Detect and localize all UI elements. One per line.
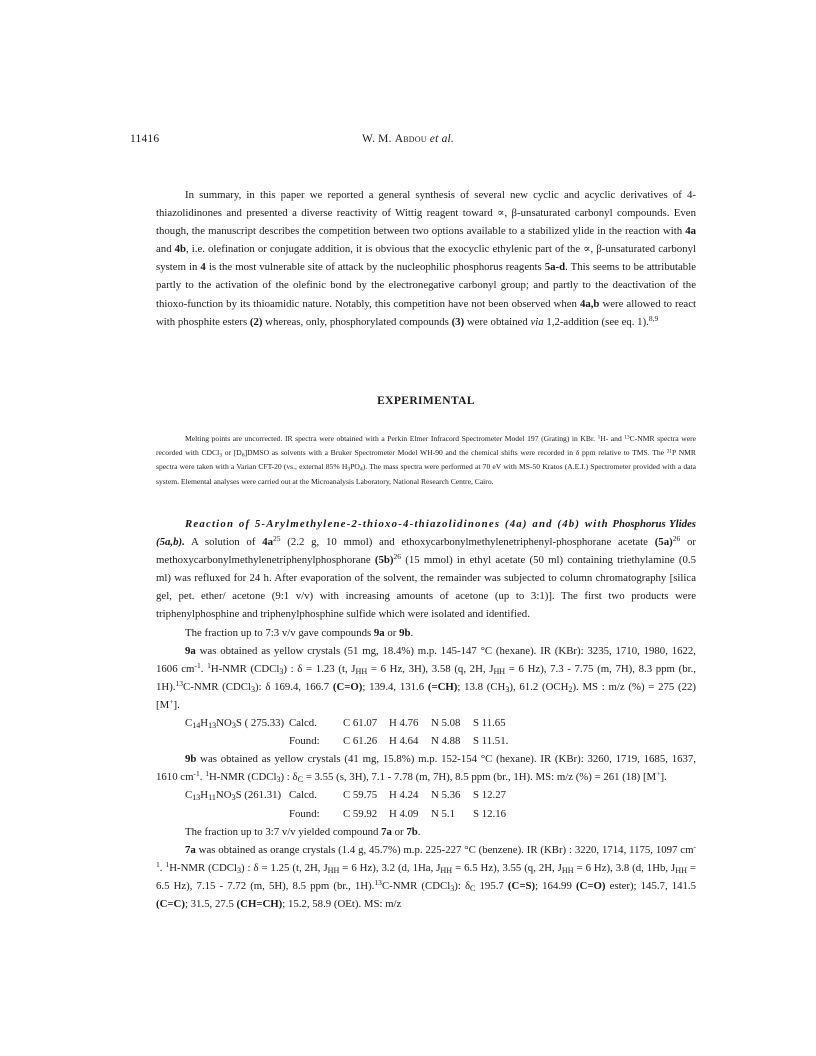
reaction-paragraph: Reaction of 5-Arylmethylene-2-thioxo-4-thiazolidinones (4a) and (4b) with Phosphorus Ylides (5a,b). A solution of $4a^{25}$ (2.2 g, 10 mmol) and ethoxycarbonylmethylenetriphenyl-phosphorane acetate $(5a)^{26}$ or methoxycarbonylmethylenetriphenylphosphorane $(5b)^{26}$ (15 mmol) in ethyl acetate (50 ml) containing triethylamine (0.5 ml) was refluxed for 24 h. After evaporation of the solvent, the remainder was subjected to column chromatography [silica gel, pet. ether/ acetone (9:1 v/v) with increasing amounts of acetone (up to 3:1)]. The first two products were triphenylphosphine and triphenylphosphine sulfide which were isolated and identified. — [156, 518, 697, 621]
page-number: 11416 — [130, 133, 160, 145]
analysis-9b-calcd: $C_{13}H_{11}NO_3S$ (261.31) Calcd. C 59.75 H 4.24 N 5.36 S 12.27 — [185, 789, 506, 803]
analysis-9a-found: Found: C 61.26 H 4.64 N 4.88 S 11.51. — [289, 735, 509, 748]
analysis-9b-found: Found: C 59.92 H 4.09 N 5.1 S 12.16 — [289, 807, 506, 820]
experimental-body — [156, 515, 696, 913]
compound-9a-paragraph: 9a was obtained as yellow crystals (51 mg, 18.4%) m.p. 145-147 °C (hexane). IR (KBr): 3235, 1710, 1980, 1622, 1606 $cm^{-1}$. $^1$H-NMR (CDCl$_3$) : δ = 1.23 (t, $J_{HH} = 6$ Hz, 3H), 3.58 (q, 2H, $J_{HH} = 6$ Hz), 7.3 - 7.75 (m, 7H), 8.3 ppm (br., 1H).$^{13}$C-NMR (CDCl$_3$): δ 169.4, 166.7 (C=O); 139.4, 131.6 (=CH); 13.8 $(CH_3)$, 61.2 $(OCH_2)$. MS : m/z (%) = 275 (22) [M+]. — [156, 644, 697, 711]
compound-7a-paragraph: 7a was obtained as orange crystals (1.4 g, 45.7%) m.p. 225-227 °C (benzene). IR (KBr) : 3220, 1714, 1175, 1097 $cm^{-1}$. $^1$H-NMR (CDCl$_3$) : δ = 1.25 (t, 2H, $J_{HH} = 6$ Hz), 3.2 (d, 1Ha, $J_{HH} = 6.5$ Hz), 3.55 (q, 2H, $J_{HH} = 6$ Hz), 3.8 (d, 1Hb, $J_{HH} = 6.5$ Hz), 7.15 - 7.72 (m, 5H), 8.5 ppm (br., 1H).$^{13}$C-NMR (CDCl$_3$): $\delta_C$ 195.7 (C=S); 164.99 (C=O) ester); 145.7, 141.5 (C=C); 31.5, 27.5 (CH=CH); 15.2, 58.9 (OEt). MS: m/z — [156, 841, 697, 910]
fraction-note-7: The fraction up to 3:7 v/v yielded compound 7a or 7b. — [185, 825, 421, 838]
analysis-9a-calcd: $C_{14}H_{13}NO_3S$ ( 275.33) Calcd. C 61.07 H 4.76 N 5.08 S 11.65 — [185, 717, 506, 731]
section-heading-experimental: EXPERIMENTAL — [377, 395, 475, 407]
running-head: W. M. Abdou et al. — [362, 133, 454, 145]
fraction-note-9: The fraction up to 7:3 v/v gave compounds 9a or 9b. — [185, 626, 414, 639]
compound-9b-paragraph: 9b was obtained as yellow crystals (41 mg, 15.8%) m.p. 152-154 °C (hexane). IR (KBr): 3260, 1719, 1685, 1637, 1610 $cm^{-1}$. $^1$H-NMR (CDCl$_3$) : $\delta_C = 3.55$ (s, 3H), 7.1 - 7.78 (m, 7H), 8.5 ppm (br., 1H). MS: m/z (%) = 261 (18) [M+]. — [156, 753, 696, 785]
summary-paragraph: In summary, in this paper we reported a general synthesis of several new cyclic and acyclic derivatives of 4-thiazolidinones and presented a diverse reactivity of Wittig reagent toward ∝, β-unsaturated carbonyl compounds. Even though, the manuscript describes the competition between two options available to a stabilized ylide in the reaction with 4a and 4b, i.e. olefination or conjugate addition, it is obvious that the exocyclic ethylenic part of the ∝, β-unsaturated carbonyl system in 4 is the most vulnerable site of attack by the nucleophilic phosphorus reagents 5a-d. This seems to be attributable partly to the activation of the olefinic bond by the electronegative carbonyl group; and partly to the deactivation of the thioxo-function by its thioamidic nature. Notably, this competition have not been observed when 4a,b were allowed to react with phosphite esters (2) whereas, only, phosphorylated compounds (3) were obtained via 1,2-addition (see eq. 1).$^{8,9}$ — [156, 189, 696, 328]
general-methods-paragraph: Melting points are uncorrected. IR spectra were obtained with a Perkin Elmer Infracord Spectrometer Model 197 (Grating) in KBr. $^1$H- and $^{13}$C-NMR spectra were recorded with CDCl$_3$ or $[D_6]DMSO$ as solvents with a Bruker Spectrometer Model WH-90 and the chemical shifts were recorded in δ ppm relative to TMS. The $^{31}$P NMR spectra were taken with a Varian CFT-20 (vs., external 85% $H_3PO_4$). The mass spectra were performed at 70 eV with MS-50 Kratos (A.E.I.) Spectrometer provided with a data system. Elemental analyses were carried out at the Microanalysis Laboratory, National Research Centre, Cairo. — [156, 434, 696, 486]
